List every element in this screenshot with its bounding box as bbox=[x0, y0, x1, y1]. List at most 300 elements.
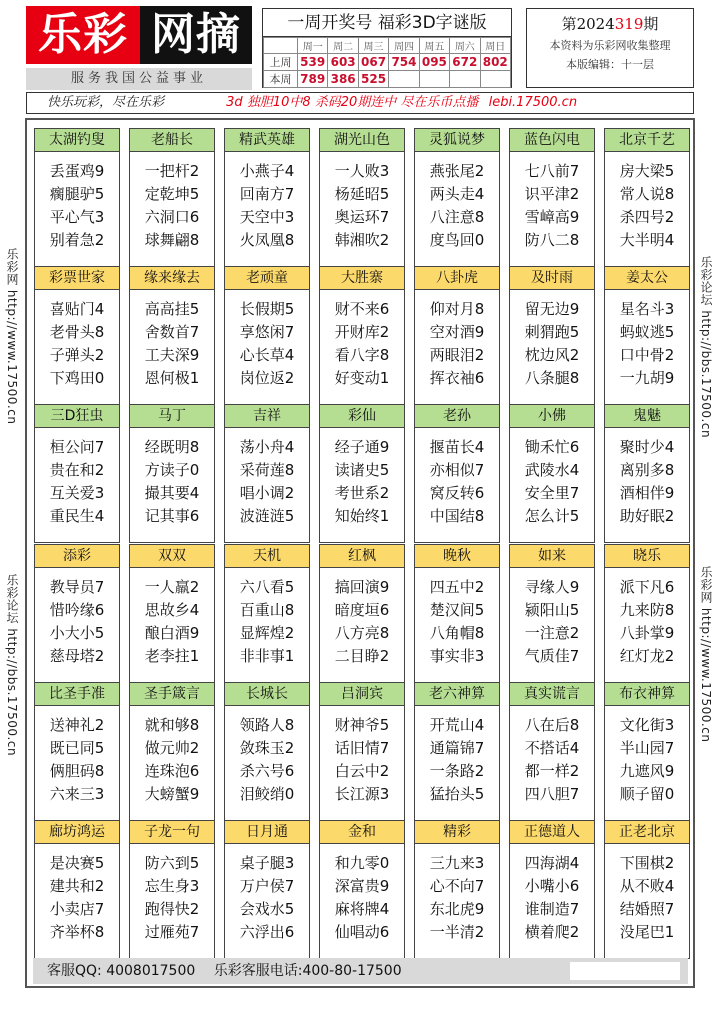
riddle-line: 八卦掌9 bbox=[619, 624, 675, 642]
riddle-line: 和九零0 bbox=[334, 854, 390, 872]
draw-number: 672 bbox=[450, 54, 480, 71]
riddle-line: 四八胆7 bbox=[524, 785, 580, 803]
riddle-line: 做元帅2 bbox=[144, 739, 200, 757]
riddle-line: 方读子0 bbox=[144, 461, 200, 479]
riddle-line: 助好眠2 bbox=[619, 507, 675, 525]
side-link-left-1[interactable]: 乐彩网 http://www.17500.cn bbox=[5, 248, 19, 425]
puzzle-row bbox=[34, 404, 692, 543]
riddle-line: 八条腿8 bbox=[524, 369, 580, 387]
card-author-title: 小佛 bbox=[510, 405, 594, 428]
day-cell: 周三 bbox=[358, 38, 388, 54]
puzzle-card bbox=[129, 820, 215, 959]
riddle-line: 百重山8 bbox=[239, 601, 295, 619]
riddle-line: 揠苗长4 bbox=[429, 438, 485, 456]
riddle-line: 知始终1 bbox=[334, 507, 390, 525]
riddle-line: 气质佳7 bbox=[524, 647, 580, 665]
riddle-line: 话旧情7 bbox=[334, 739, 390, 757]
puzzle-card bbox=[509, 682, 595, 821]
puzzle-card bbox=[34, 820, 120, 959]
puzzle-card bbox=[604, 820, 690, 959]
riddle-line: 定乾坤5 bbox=[144, 185, 200, 203]
day-cell: 周四 bbox=[389, 38, 419, 54]
card-lines bbox=[130, 428, 214, 528]
card-author-title: 日月通 bbox=[225, 821, 309, 844]
draw-number: 539 bbox=[298, 54, 328, 71]
draw-number bbox=[480, 71, 510, 88]
card-lines bbox=[35, 428, 119, 528]
riddle-line: 中国结8 bbox=[429, 507, 485, 525]
card-lines bbox=[130, 706, 214, 806]
draw-number: 603 bbox=[328, 54, 358, 71]
riddle-line: 财不来6 bbox=[334, 300, 390, 318]
card-lines bbox=[320, 568, 404, 668]
riddle-line: 通篇锦7 bbox=[429, 739, 485, 757]
riddle-line: 文化街3 bbox=[619, 716, 675, 734]
header bbox=[26, 6, 694, 90]
riddle-line: 燕张尾2 bbox=[429, 162, 485, 180]
riddle-line: 重民生4 bbox=[49, 507, 105, 525]
riddle-line: 窝反转6 bbox=[429, 484, 485, 502]
card-author-title: 添彩 bbox=[35, 545, 119, 568]
puzzle-card bbox=[604, 404, 690, 543]
riddle-line: 惜吟缘6 bbox=[49, 601, 105, 619]
card-author-title: 精彩 bbox=[415, 821, 499, 844]
puzzle-card bbox=[319, 128, 405, 267]
card-lines bbox=[320, 844, 404, 944]
puzzle-card bbox=[34, 682, 120, 821]
riddle-line: 万户侯7 bbox=[239, 877, 295, 895]
slogan: 服务我国公益事业 bbox=[26, 68, 252, 90]
puzzle-grid bbox=[25, 118, 695, 988]
riddle-line: 连珠泡6 bbox=[144, 762, 200, 780]
card-lines bbox=[605, 568, 689, 668]
draw-number: 386 bbox=[328, 71, 358, 88]
riddle-line: 好变动1 bbox=[334, 369, 390, 387]
card-author-title: 北京千艺 bbox=[605, 129, 689, 152]
draw-number: 789 bbox=[298, 71, 328, 88]
riddle-line: 贵在和2 bbox=[49, 461, 105, 479]
riddle-line: 财神爷5 bbox=[334, 716, 390, 734]
card-author-title: 红枫 bbox=[320, 545, 404, 568]
riddle-line: 八注意8 bbox=[429, 208, 485, 226]
day-cell: 周五 bbox=[419, 38, 449, 54]
puzzle-card bbox=[319, 682, 405, 821]
riddle-line: 思故乡4 bbox=[144, 601, 200, 619]
riddle-line: 四五中2 bbox=[429, 578, 485, 596]
puzzle-card bbox=[129, 404, 215, 543]
riddle-line: 八在后8 bbox=[524, 716, 580, 734]
puzzle-card bbox=[224, 128, 310, 267]
draw-corner-cell bbox=[264, 38, 298, 54]
puzzle-row bbox=[34, 682, 692, 821]
riddle-line: 搞回演9 bbox=[334, 578, 390, 596]
riddle-line: 酿白酒9 bbox=[144, 624, 200, 642]
card-author-title: 天机 bbox=[225, 545, 309, 568]
issue-prefix: 第2024 bbox=[561, 15, 615, 33]
riddle-line: 空对酒9 bbox=[429, 323, 485, 341]
last-week-row bbox=[264, 54, 511, 71]
riddle-line: 聚时少4 bbox=[619, 438, 675, 456]
banner-tagline: 快乐玩彩，尽在乐彩 bbox=[47, 95, 165, 110]
riddle-line: 一九胡9 bbox=[619, 369, 675, 387]
riddle-line: 经子通9 bbox=[334, 438, 390, 456]
riddle-line: 长假期5 bbox=[239, 300, 295, 318]
riddle-line: 安全里7 bbox=[524, 484, 580, 502]
riddle-line: 非非事1 bbox=[239, 647, 295, 665]
riddle-line: 大半明4 bbox=[619, 231, 675, 249]
riddle-line: 楚汉间5 bbox=[429, 601, 485, 619]
card-author-title: 吕洞宾 bbox=[320, 683, 404, 706]
card-author-title: 灵狐说梦 bbox=[415, 129, 499, 152]
draw-number bbox=[419, 71, 449, 88]
riddle-line: 仙唱动6 bbox=[334, 923, 390, 941]
puzzle-card bbox=[509, 404, 595, 543]
card-author-title: 三D狂虫 bbox=[35, 405, 119, 428]
card-lines bbox=[225, 152, 309, 252]
puzzle-card bbox=[414, 266, 500, 405]
riddle-line: 火凤凰8 bbox=[239, 231, 295, 249]
riddle-line: 留无边9 bbox=[524, 300, 580, 318]
card-author-title: 圣手箴言 bbox=[130, 683, 214, 706]
riddle-line: 奥运环7 bbox=[334, 208, 390, 226]
puzzle-row bbox=[34, 266, 692, 405]
card-author-title: 老船长 bbox=[130, 129, 214, 152]
card-author-title: 金和 bbox=[320, 821, 404, 844]
riddle-line: 撮其要4 bbox=[144, 484, 200, 502]
card-lines bbox=[415, 290, 499, 390]
riddle-line: 老李拄1 bbox=[144, 647, 200, 665]
riddle-line: 寻缘人9 bbox=[524, 578, 580, 596]
riddle-line: 采荷莲8 bbox=[239, 461, 295, 479]
footer-blank-box bbox=[570, 962, 680, 980]
card-author-title: 彩票世家 bbox=[35, 267, 119, 290]
promo-banner[interactable] bbox=[26, 92, 694, 114]
riddle-line: 唱小调2 bbox=[239, 484, 295, 502]
riddle-line: 三九来3 bbox=[429, 854, 485, 872]
riddle-line: 杀四号2 bbox=[619, 208, 675, 226]
card-author-title: 晓乐 bbox=[605, 545, 689, 568]
card-author-title: 缘来缘去 bbox=[130, 267, 214, 290]
footer bbox=[33, 958, 688, 984]
riddle-line: 一半清2 bbox=[429, 923, 485, 941]
riddle-line: 高高挂5 bbox=[144, 300, 200, 318]
card-lines bbox=[605, 290, 689, 390]
riddle-line: 猛抬头5 bbox=[429, 785, 485, 803]
riddle-line: 深富贵9 bbox=[334, 877, 390, 895]
card-author-title: 廊坊鸿运 bbox=[35, 821, 119, 844]
riddle-line: 六浮出6 bbox=[239, 923, 295, 941]
issue-number: 319 bbox=[614, 15, 644, 33]
riddle-line: 顺子留0 bbox=[619, 785, 675, 803]
riddle-line: 度鸟回0 bbox=[429, 231, 485, 249]
card-author-title: 彩仙 bbox=[320, 405, 404, 428]
riddle-line: 派下凡6 bbox=[619, 578, 675, 596]
card-lines bbox=[225, 706, 309, 806]
riddle-line: 工夫深9 bbox=[144, 346, 200, 364]
card-lines bbox=[605, 152, 689, 252]
riddle-line: 会戏水5 bbox=[239, 900, 295, 918]
riddle-line: 领路人8 bbox=[239, 716, 295, 734]
riddle-line: 八方亮8 bbox=[334, 624, 390, 642]
card-lines bbox=[130, 568, 214, 668]
logo[interactable] bbox=[26, 6, 252, 64]
puzzle-card bbox=[604, 128, 690, 267]
riddle-line: 心长草4 bbox=[239, 346, 295, 364]
card-author-title: 如来 bbox=[510, 545, 594, 568]
card-author-title: 老孙 bbox=[415, 405, 499, 428]
riddle-line: 小嘴小6 bbox=[524, 877, 580, 895]
draw-title: 一周开奖号 福彩3D字谜版 bbox=[263, 9, 511, 37]
puzzle-card bbox=[414, 128, 500, 267]
card-lines bbox=[415, 152, 499, 252]
day-cell: 周二 bbox=[328, 38, 358, 54]
card-lines bbox=[320, 428, 404, 528]
card-author-title: 精武英雄 bbox=[225, 129, 309, 152]
riddle-line: 下鸡田0 bbox=[49, 369, 105, 387]
card-lines bbox=[35, 844, 119, 944]
footer-qq: 客服QQ: 4008017500 bbox=[47, 963, 196, 979]
riddle-line: 显辉煌2 bbox=[239, 624, 295, 642]
riddle-line: 雪嶂高9 bbox=[524, 208, 580, 226]
card-lines bbox=[130, 152, 214, 252]
riddle-line: 读诸史5 bbox=[334, 461, 390, 479]
riddle-line: 事实非3 bbox=[429, 647, 485, 665]
riddle-line: 跑得快2 bbox=[144, 900, 200, 918]
riddle-line: 小卖店7 bbox=[49, 900, 105, 918]
riddle-line: 慈母塔2 bbox=[49, 647, 105, 665]
puzzle-card bbox=[604, 682, 690, 821]
logo-red-text: 乐彩 bbox=[26, 6, 140, 64]
puzzle-card bbox=[509, 128, 595, 267]
card-lines bbox=[35, 706, 119, 806]
riddle-line: 横着爬2 bbox=[524, 923, 580, 941]
logo-black-text: 网摘 bbox=[140, 6, 252, 64]
riddle-line: 平心气3 bbox=[49, 208, 105, 226]
riddle-line: 防八二8 bbox=[524, 231, 580, 249]
puzzle-card bbox=[224, 404, 310, 543]
riddle-line: 互关爱3 bbox=[49, 484, 105, 502]
card-author-title: 吉祥 bbox=[225, 405, 309, 428]
card-lines bbox=[35, 568, 119, 668]
riddle-line: 喜贴门4 bbox=[49, 300, 105, 318]
riddle-line: 防六到5 bbox=[144, 854, 200, 872]
riddle-line: 波涟涟5 bbox=[239, 507, 295, 525]
card-lines bbox=[510, 706, 594, 806]
riddle-line: 酒相伴9 bbox=[619, 484, 675, 502]
puzzle-card bbox=[509, 820, 595, 959]
riddle-line: 六洞口6 bbox=[144, 208, 200, 226]
puzzle-card bbox=[129, 682, 215, 821]
riddle-line: 蚂蚁逃5 bbox=[619, 323, 675, 341]
puzzle-row bbox=[34, 544, 692, 683]
riddle-line: 享悠闲7 bbox=[239, 323, 295, 341]
card-author-title: 太湖钓叟 bbox=[35, 129, 119, 152]
riddle-line: 结婚照7 bbox=[619, 900, 675, 918]
card-lines bbox=[415, 428, 499, 528]
puzzle-card bbox=[34, 544, 120, 683]
this-week-row bbox=[264, 71, 511, 88]
riddle-line: 杨延昭5 bbox=[334, 185, 390, 203]
riddle-line: 大螃蟹9 bbox=[144, 785, 200, 803]
riddle-line: 九遮风9 bbox=[619, 762, 675, 780]
card-lines bbox=[320, 706, 404, 806]
riddle-line: 别着急2 bbox=[49, 231, 105, 249]
riddle-line: 仰对月8 bbox=[429, 300, 485, 318]
last-week-label: 上周 bbox=[264, 54, 298, 71]
riddle-line: 一注意2 bbox=[524, 624, 580, 642]
puzzle-card bbox=[224, 266, 310, 405]
riddle-line: 回南方7 bbox=[239, 185, 295, 203]
riddle-line: 考世系2 bbox=[334, 484, 390, 502]
riddle-line: 丢蛋鸡9 bbox=[49, 162, 105, 180]
puzzle-card bbox=[224, 682, 310, 821]
card-author-title: 子龙一句 bbox=[130, 821, 214, 844]
day-cell: 周六 bbox=[450, 38, 480, 54]
day-cell: 周一 bbox=[298, 38, 328, 54]
riddle-line: 恩何极1 bbox=[144, 369, 200, 387]
riddle-line: 口中骨2 bbox=[619, 346, 675, 364]
riddle-line: 两眼泪2 bbox=[429, 346, 485, 364]
weekly-draw-box bbox=[262, 8, 512, 88]
riddle-line: 东北虎9 bbox=[429, 900, 485, 918]
riddle-line: 俩胆码8 bbox=[49, 762, 105, 780]
riddle-line: 就和够8 bbox=[144, 716, 200, 734]
this-week-label: 本周 bbox=[264, 71, 298, 88]
side-link-right-2[interactable]: 乐彩网 http://www.17500.cn bbox=[699, 566, 713, 743]
puzzle-card bbox=[414, 404, 500, 543]
riddle-line: 白云中2 bbox=[334, 762, 390, 780]
riddle-line: 桌子腿3 bbox=[239, 854, 295, 872]
riddle-line: 天空中3 bbox=[239, 208, 295, 226]
banner-link[interactable]: lebi.17500.cn bbox=[488, 95, 578, 110]
card-lines bbox=[320, 290, 404, 390]
card-author-title: 比圣手准 bbox=[35, 683, 119, 706]
riddle-line: 一人羸2 bbox=[144, 578, 200, 596]
riddle-line: 一人败3 bbox=[334, 162, 390, 180]
card-author-title: 正德道人 bbox=[510, 821, 594, 844]
riddle-line: 教导员7 bbox=[49, 578, 105, 596]
riddle-line: 岗位返2 bbox=[239, 369, 295, 387]
riddle-line: 暗度垣6 bbox=[334, 601, 390, 619]
card-lines bbox=[415, 568, 499, 668]
riddle-line: 齐举杯8 bbox=[49, 923, 105, 941]
banner-promo: 3d 独胆10中8 杀码20期连中 尽在乐币点播 bbox=[226, 95, 479, 110]
card-lines bbox=[35, 290, 119, 390]
card-lines bbox=[510, 844, 594, 944]
puzzle-card bbox=[319, 544, 405, 683]
riddle-line: 颍阳山5 bbox=[524, 601, 580, 619]
side-link-left-2[interactable]: 乐彩论坛 http://bbs.17500.cn bbox=[5, 574, 19, 757]
puzzle-card bbox=[604, 544, 690, 683]
riddle-line: 开财库2 bbox=[334, 323, 390, 341]
riddle-line: 子弹头2 bbox=[49, 346, 105, 364]
card-author-title: 姜太公 bbox=[605, 267, 689, 290]
puzzle-card bbox=[34, 128, 120, 267]
puzzle-card bbox=[414, 820, 500, 959]
riddle-line: 泪鲛绡0 bbox=[239, 785, 295, 803]
draw-number: 067 bbox=[358, 54, 388, 71]
card-author-title: 鬼魅 bbox=[605, 405, 689, 428]
card-lines bbox=[225, 290, 309, 390]
riddle-line: 六八看5 bbox=[239, 578, 295, 596]
riddle-line: 麻将牌4 bbox=[334, 900, 390, 918]
riddle-line: 六来三3 bbox=[49, 785, 105, 803]
card-lines bbox=[605, 844, 689, 944]
riddle-line: 红灯龙2 bbox=[619, 647, 675, 665]
card-lines bbox=[605, 706, 689, 806]
card-lines bbox=[510, 290, 594, 390]
riddle-line: 八角帽8 bbox=[429, 624, 485, 642]
issue-box bbox=[526, 8, 694, 88]
draw-table bbox=[263, 37, 511, 88]
card-author-title: 双双 bbox=[130, 545, 214, 568]
riddle-line: 谁制造7 bbox=[524, 900, 580, 918]
riddle-line: 离别多8 bbox=[619, 461, 675, 479]
riddle-line: 既已同5 bbox=[49, 739, 105, 757]
card-lines bbox=[510, 152, 594, 252]
puzzle-card bbox=[224, 544, 310, 683]
riddle-line: 舍数首7 bbox=[144, 323, 200, 341]
puzzle-card bbox=[224, 820, 310, 959]
draw-number bbox=[389, 71, 419, 88]
riddle-line: 杀六号6 bbox=[239, 762, 295, 780]
card-author-title: 布衣神算 bbox=[605, 683, 689, 706]
draw-number: 525 bbox=[358, 71, 388, 88]
puzzle-row bbox=[34, 820, 692, 959]
riddle-line: 七八前7 bbox=[524, 162, 580, 180]
card-lines bbox=[320, 152, 404, 252]
puzzle-card bbox=[34, 404, 120, 543]
draw-days-row bbox=[264, 38, 511, 54]
riddle-line: 都一样2 bbox=[524, 762, 580, 780]
issue-source-note: 本资料为乐彩网收集整理 bbox=[549, 39, 671, 52]
riddle-line: 从不败4 bbox=[619, 877, 675, 895]
riddle-line: 没尾巴1 bbox=[619, 923, 675, 941]
riddle-line: 挥衣袖6 bbox=[429, 369, 485, 387]
puzzle-card bbox=[414, 682, 500, 821]
card-author-title: 大胜寨 bbox=[320, 267, 404, 290]
card-lines bbox=[415, 844, 499, 944]
card-author-title: 正老北京 bbox=[605, 821, 689, 844]
puzzle-card bbox=[129, 266, 215, 405]
riddle-line: 记其事6 bbox=[144, 507, 200, 525]
card-lines bbox=[605, 428, 689, 528]
riddle-line: 一把杆2 bbox=[144, 162, 200, 180]
puzzle-card bbox=[129, 128, 215, 267]
riddle-line: 一条路2 bbox=[429, 762, 485, 780]
riddle-line: 建共和2 bbox=[49, 877, 105, 895]
riddle-line: 星名斗3 bbox=[619, 300, 675, 318]
footer-phone: 乐彩客服电话:400-80-17500 bbox=[213, 963, 402, 979]
side-link-right-1[interactable]: 乐彩论坛 http://bbs.17500.cn bbox=[699, 256, 713, 439]
riddle-line: 怎么计5 bbox=[524, 507, 580, 525]
riddle-line: 小燕子4 bbox=[239, 162, 295, 180]
riddle-line: 九来防8 bbox=[619, 601, 675, 619]
riddle-line: 看八字8 bbox=[334, 346, 390, 364]
riddle-line: 送神礼2 bbox=[49, 716, 105, 734]
card-lines bbox=[510, 568, 594, 668]
riddle-line: 过雁苑7 bbox=[144, 923, 200, 941]
card-author-title: 蓝色闪电 bbox=[510, 129, 594, 152]
riddle-line: 刺猬跑5 bbox=[524, 323, 580, 341]
draw-number: 095 bbox=[419, 54, 449, 71]
riddle-line: 亦相似7 bbox=[429, 461, 485, 479]
riddle-line: 常人说8 bbox=[619, 185, 675, 203]
riddle-line: 长江源3 bbox=[334, 785, 390, 803]
card-author-title: 真实谎言 bbox=[510, 683, 594, 706]
riddle-line: 经既明8 bbox=[144, 438, 200, 456]
card-lines bbox=[225, 568, 309, 668]
